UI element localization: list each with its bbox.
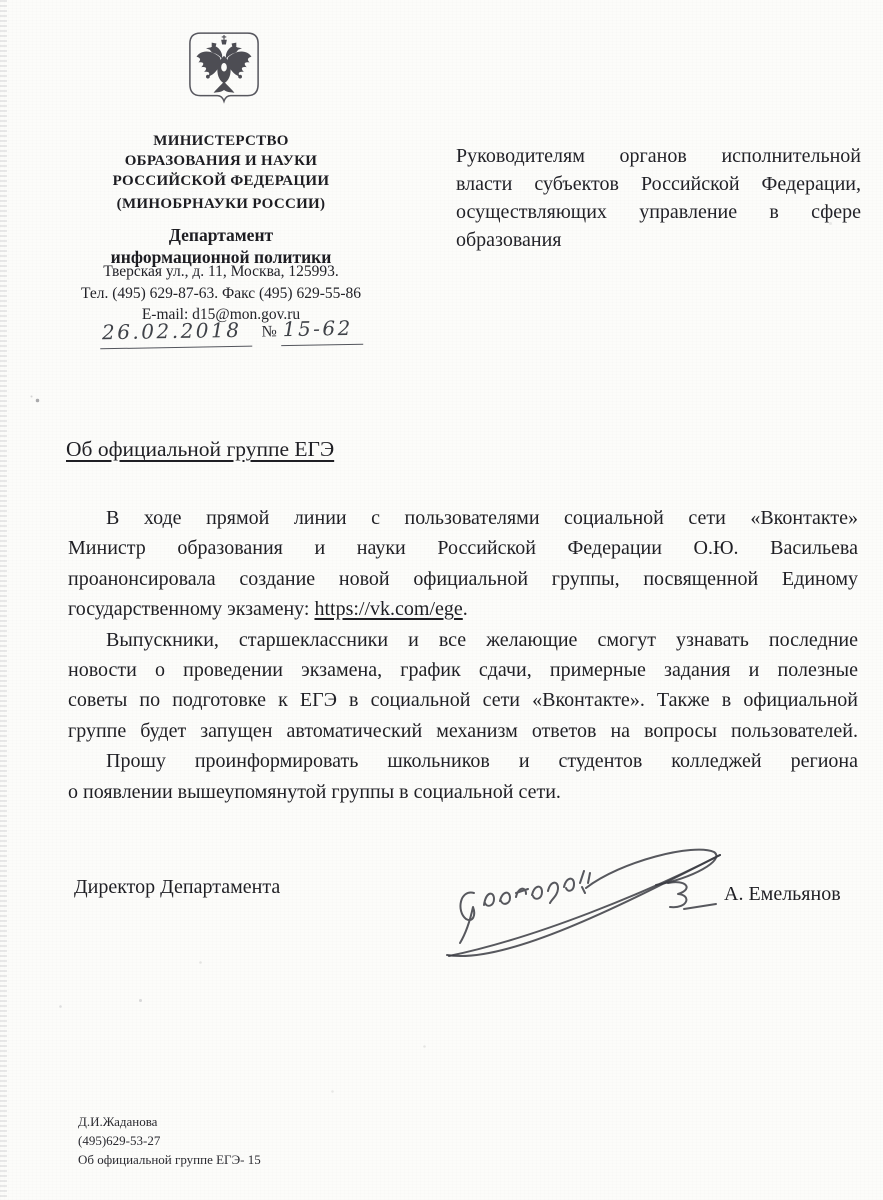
handwritten-date: 26.02.2018	[100, 318, 252, 350]
ministry-line: ОБРАЗОВАНИЯ И НАУКИ	[124, 153, 318, 169]
body-line: группе будет запущен автоматический механизм ответов на вопросы пользователей.	[68, 719, 858, 742]
email-line: E-mail: d15@mon.gov.ru	[141, 306, 301, 323]
addressee-line: осуществляющих управление в сфере	[456, 201, 861, 223]
body-line: Выпускники, старшеклассники и все желающие смогут узнавать последние	[106, 628, 858, 651]
body-line: Министр образования и науки Российской Федерации О.Ю. Васильева	[68, 537, 858, 560]
department-line: Департамент	[168, 225, 274, 245]
body-line: В ходе прямой линии с пользователями социальной сети «Вконтакте»	[106, 507, 858, 529]
body-line: новости о проведении экзамена, график сдачи, примерные задания и полезные	[68, 658, 858, 681]
number-sign: №	[261, 323, 277, 341]
executor-block	[78, 1112, 261, 1169]
body-text: государственному экзамену:	[68, 598, 315, 621]
body-line: о появлении вышеупомянутой группы в социальной сети.	[68, 780, 561, 803]
body-line	[68, 594, 858, 624]
handwritten-number: 15-62	[281, 316, 364, 346]
russia-coat-of-arms-icon	[188, 30, 260, 112]
executor-phone: (495)629-53-27	[78, 1133, 161, 1148]
scan-edge-artifact	[0, 0, 7, 1200]
handwritten-signature	[436, 843, 728, 965]
body-line: Прошу проинформировать школьников и студентов колледжей региона	[106, 750, 858, 773]
ministry-line: МИНИСТЕРСТВО	[153, 133, 289, 149]
scan-speckles	[0, 0, 1, 1]
addressee-line: власти субъектов Российской Федерации,	[456, 173, 861, 195]
file-reference: Об официальной группе ЕГЭ- 15	[78, 1152, 261, 1167]
body-line: советы по подготовке к ЕГЭ в социальной сети «Вконтакте». Также в официальной	[68, 689, 858, 712]
department-line: информационной политики	[110, 247, 332, 267]
signer-position: Директор Департамента	[74, 876, 281, 898]
phone-fax-line: Тел. (495) 629-87-63. Факс (495) 629-55-86	[80, 284, 362, 302]
signer-name: А. Емельянов	[724, 883, 841, 905]
body-line: проанонсировала создание новой официальной группы, посвященной Единому	[68, 567, 858, 590]
ministry-name	[51, 131, 391, 214]
address-line: Тверская ул., д. 11, Москва, 125993.	[103, 263, 339, 280]
addressee-line: Руководителям органов исполнительной	[456, 145, 861, 167]
addressee-line: образования	[456, 229, 562, 251]
addressee-block	[456, 142, 861, 254]
date-number-line	[100, 316, 363, 350]
ministry-line: РОССИЙСКОЙ ФЕДЕРАЦИИ	[112, 173, 330, 189]
letter-body	[68, 503, 858, 807]
ministry-short-name: (МИНОБРНАУКИ РОССИИ)	[116, 196, 326, 212]
body-text: .	[462, 598, 468, 621]
vk-group-link[interactable]: https://vk.com/ege	[314, 598, 463, 621]
subject-line: Об официальной группе ЕГЭ	[66, 437, 335, 461]
executor-name: Д.И.Жаданова	[78, 1114, 158, 1129]
